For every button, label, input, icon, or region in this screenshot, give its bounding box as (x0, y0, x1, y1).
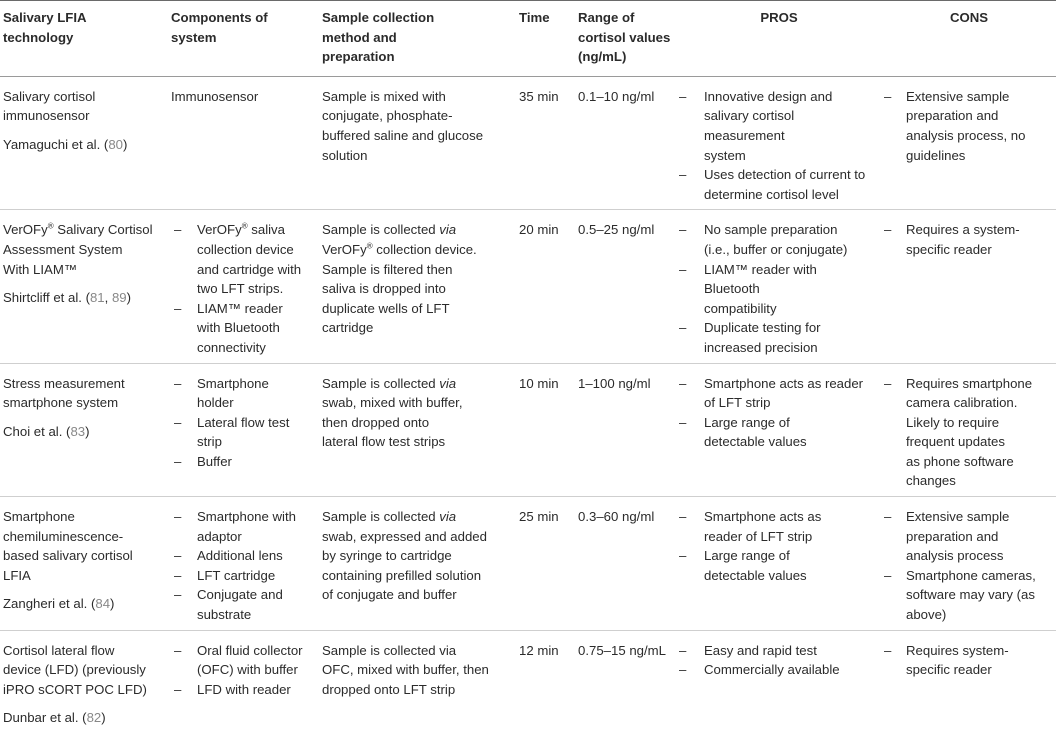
citation-link[interactable]: 82 (86, 710, 102, 726)
list-item: – Requires smartphone camera calibration. Likely to require frequent updates as phone software changes (882, 374, 1056, 492)
technology-cell (0, 630, 171, 733)
citation: Shirtcliff et al. (81, 89) (3, 290, 132, 306)
list-item: – LIAM™ reader with Bluetooth compatibility (676, 260, 882, 319)
components-cell (171, 210, 322, 363)
citation-link[interactable]: 89 (111, 290, 127, 306)
pros-list (676, 220, 882, 357)
list-item: – Additional lens (171, 546, 322, 566)
time-cell: 35 min (519, 88, 559, 104)
technology-name: Cortisol lateral flow device (LFD) (previously iPRO sCORT POC LFD) (3, 642, 147, 697)
technology-cell (0, 497, 171, 631)
technology-name: Stress measurement smartphone system (3, 375, 125, 411)
list-item: – Buffer (171, 452, 322, 472)
table-row (0, 76, 1056, 210)
cons-list (882, 220, 1056, 259)
list-item: – Smartphone acts as reader of LFT strip (676, 507, 882, 546)
list-item: – VerOFy® saliva collection device and cartridge with two LFT strips. (171, 220, 322, 298)
range-cell: 0.3–60 ng/ml (578, 509, 655, 525)
citation: Choi et al. (83) (3, 423, 90, 439)
citation-link[interactable]: 84 (95, 596, 111, 612)
list-item: – Extensive sample preparation and analysis process (882, 507, 1056, 566)
table-row (0, 210, 1056, 363)
time-cell: 25 min (519, 509, 559, 525)
sample-cell: Sample is collected via VerOFy® collection device. Sample is filtered then saliva is dropped into duplicate wells of LFT cartridge (322, 222, 477, 336)
technology-name: Salivary cortisol immunosensor (3, 88, 96, 124)
list-item: – Requires system- specific reader (882, 641, 1056, 680)
header-row (0, 1, 1056, 77)
list-item: – Extensive sample preparation and analysis process, no guidelines (882, 87, 1056, 165)
list-item: – LFD with reader (171, 680, 322, 700)
citation: Yamaguchi et al. (80) (3, 136, 128, 152)
list-item: – Oral fluid collector (OFC) with buffer (171, 641, 322, 680)
time-cell: 20 min (519, 222, 559, 238)
components-cell (171, 363, 322, 497)
components-cell (171, 630, 322, 733)
sample-cell: Sample is collected via swab, mixed with buffer, then dropped onto lateral flow test strips (322, 375, 463, 450)
technology-cell (0, 76, 171, 210)
time-cell: 12 min (519, 642, 559, 658)
cons-list (882, 87, 1056, 165)
citation: Zangheri et al. (84) (3, 596, 115, 612)
cons-list (882, 641, 1056, 680)
list-item: – Commercially available (676, 660, 882, 680)
cons-cell (882, 76, 1056, 210)
header-range: Range of cortisol values (ng/mL) (578, 10, 671, 65)
list-item: – Large range of detectable values (676, 546, 882, 585)
table-row (0, 363, 1056, 497)
components-list (171, 374, 322, 472)
list-item: – Conjugate and substrate (171, 585, 322, 624)
pros-list (676, 87, 882, 205)
list-item: – Easy and rapid test (676, 641, 882, 661)
list-item: – Smartphone holder (171, 374, 322, 413)
pros-cell (676, 363, 882, 497)
list-item: – LIAM™ reader with Bluetooth connectivity (171, 299, 322, 358)
list-item: – Smartphone with adaptor (171, 507, 322, 546)
header-components: Components of system (171, 10, 268, 45)
cons-cell (882, 363, 1056, 497)
list-item: – Uses detection of current to determine cortisol level (676, 165, 882, 204)
citation-link[interactable]: 80 (108, 136, 123, 152)
pros-cell (676, 497, 882, 631)
sample-cell: Sample is collected via OFC, mixed with buffer, then dropped onto LFT strip (322, 642, 489, 697)
time-cell: 10 min (519, 375, 559, 391)
cons-list (882, 374, 1056, 492)
header-time: Time (519, 10, 550, 25)
list-item: – Innovative design and salivary cortisol measurement system (676, 87, 882, 165)
pros-cell (676, 76, 882, 210)
pros-cell (676, 630, 882, 733)
range-cell: 0.75–15 ng/mL (578, 642, 666, 658)
components-cell: Immunosensor (171, 88, 259, 104)
cons-cell (882, 497, 1056, 631)
technology-cell (0, 210, 171, 363)
table-row (0, 497, 1056, 631)
pros-cell (676, 210, 882, 363)
pros-list (676, 507, 882, 585)
list-item: – No sample preparation (i.e., buffer or conjugate) (676, 220, 882, 259)
list-item: – LFT cartridge (171, 566, 322, 586)
list-item: – Smartphone acts as reader of LFT strip (676, 374, 882, 413)
list-item: – Large range of detectable values (676, 413, 882, 452)
list-item: – Lateral flow test strip (171, 413, 322, 452)
pros-list (676, 641, 882, 680)
header-technology: Salivary LFIA technology (3, 10, 87, 45)
table-row (0, 630, 1056, 733)
technology-cell (0, 363, 171, 497)
components-list (171, 641, 322, 700)
pros-list (676, 374, 882, 452)
technology-name: Smartphone chemiluminescence- based salivary cortisol LFIA (3, 509, 133, 583)
cons-cell (882, 630, 1056, 733)
cons-list (882, 507, 1056, 625)
range-cell: 1–100 ng/ml (578, 375, 651, 391)
list-item: – Smartphone cameras, software may vary (as above) (882, 566, 1056, 625)
list-item: – Duplicate testing for increased precision (676, 318, 882, 357)
citation: Dunbar et al. (82) (3, 710, 106, 726)
range-cell: 0.1–10 ng/ml (578, 88, 655, 104)
range-cell: 0.5–25 ng/ml (578, 222, 655, 238)
citation-link[interactable]: 83 (70, 423, 86, 439)
header-sample: Sample collection method and preparation (322, 10, 435, 65)
cons-cell (882, 210, 1056, 363)
sample-cell: Sample is collected via swab, expressed and added by syringe to cartridge containing prefilled solution of conjugate and buffer (322, 509, 487, 603)
citation-link[interactable]: 81 (89, 290, 105, 306)
list-item: – Requires a system- specific reader (882, 220, 1056, 259)
header-pros: PROS (760, 10, 798, 25)
header-cons: CONS (949, 10, 989, 25)
components-cell (171, 497, 322, 631)
technology-name: VerOFy® Salivary Cortisol Assessment System With LIAM™ (3, 221, 153, 277)
sample-cell: Sample is mixed with conjugate, phosphate- buffered saline and glucose solution (322, 88, 484, 163)
components-list (171, 220, 322, 357)
components-list (171, 507, 322, 625)
